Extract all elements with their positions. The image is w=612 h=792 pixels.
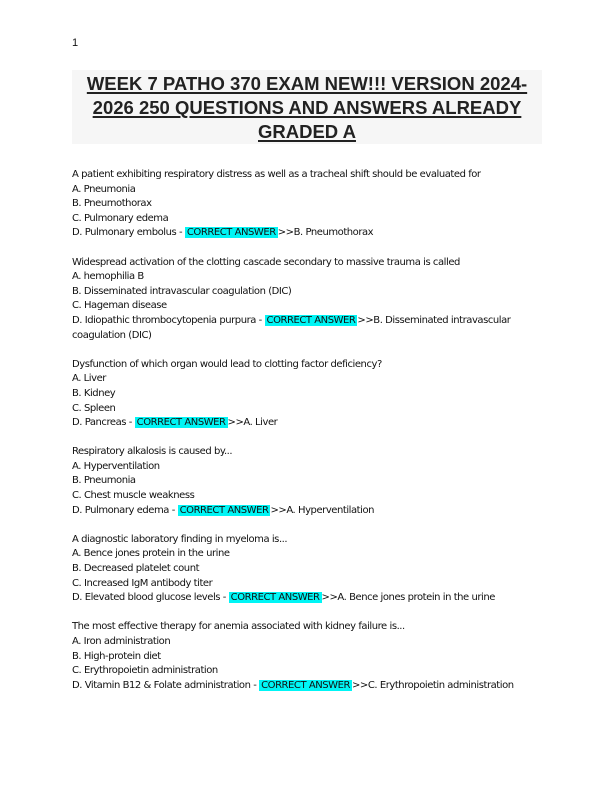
option-b: B. Pneumonia: [72, 475, 136, 487]
correct-answer-marker: CORRECT ANSWER: [266, 314, 356, 326]
correct-answer: >>A. Hyperventilation: [270, 504, 375, 516]
option-d-line: [72, 679, 542, 694]
option-d: D. Vitamin B12 & Folate administration -: [72, 679, 260, 691]
option-d: D. Elevated blood glucose levels -: [72, 592, 229, 604]
option-c: C. Pulmonary edema: [72, 212, 169, 224]
option-d-line: [72, 416, 542, 431]
option-d: D. Idiopathic thrombocytopenia purpura -: [72, 314, 265, 326]
option-d-line: [72, 504, 542, 519]
option-b: B. High-protein diet: [72, 650, 161, 662]
question-block: [72, 620, 542, 693]
question-prompt: A patient exhibiting respiratory distress as well as a tracheal shift should be evaluated for: [72, 169, 481, 180]
option-d: D. Pulmonary embolus -: [72, 227, 185, 239]
option-a: A. Hyperventilation: [72, 460, 160, 472]
option-b: B. Disseminated intravascular coagulation (DIC): [72, 285, 292, 297]
question-list: [72, 168, 542, 708]
correct-answer-marker: CORRECT ANSWER: [186, 227, 276, 239]
question-block: [72, 256, 542, 344]
option-a: A. Pneumonia: [72, 183, 136, 195]
correct-answer: >>A. Bence jones protein in the urine: [321, 592, 495, 604]
correct-answer-marker: CORRECT ANSWER: [230, 592, 320, 604]
option-a: A. hemophilia B: [72, 271, 144, 283]
question-block: [72, 358, 542, 431]
option-d-line: [72, 314, 542, 343]
option-c: C. Erythropoietin administration: [72, 665, 218, 677]
option-a: A. Bence jones protein in the urine: [72, 548, 230, 560]
page-number: 1: [72, 37, 79, 49]
correct-answer: >>B. Disseminated intravascular coagulation (DIC): [72, 314, 511, 341]
option-b: B. Kidney: [72, 387, 116, 399]
option-d: D. Pulmonary edema -: [72, 504, 178, 516]
option-d-line: [72, 591, 542, 606]
correct-answer-marker: CORRECT ANSWER: [136, 417, 226, 429]
correct-answer: >>A. Liver: [227, 417, 278, 429]
title-banner: [72, 70, 542, 144]
question-prompt: A diagnostic laboratory finding in myeloma is...: [72, 533, 288, 545]
option-a: A. Iron administration: [72, 636, 171, 647]
correct-answer: >>C. Erythropoietin administration: [351, 679, 514, 691]
correct-answer-marker: CORRECT ANSWER: [179, 504, 269, 516]
correct-answer: >>B. Pneumothorax: [277, 227, 374, 239]
option-b: B. Pneumothorax: [72, 198, 152, 210]
question-prompt: Dysfunction of which organ would lead to clotting factor deficiency?: [72, 358, 382, 370]
option-b: B. Decreased platelet count: [72, 563, 200, 575]
question-prompt: Respiratory alkalosis is caused by...: [72, 446, 233, 458]
option-d: D. Pancreas -: [72, 417, 135, 429]
option-d-line: [72, 226, 542, 241]
question-block: [72, 168, 542, 241]
option-c: C. Spleen: [72, 402, 116, 414]
document-title: WEEK 7 PATHO 370 EXAM NEW!!! VERSION 2024-2026 250 QUESTIONS AND ANSWERS ALREADY GRADED A: [86, 73, 528, 142]
option-c: C. Increased IgM antibody titer: [72, 577, 213, 589]
question-prompt: The most effective therapy for anemia associated with kidney failure is...: [72, 621, 405, 633]
option-a: A. Liver: [72, 373, 106, 385]
option-c: C. Chest muscle weakness: [72, 490, 195, 502]
correct-answer-marker: CORRECT ANSWER: [261, 679, 350, 691]
question-block: [72, 533, 542, 606]
question-prompt: Widespread activation of the clotting cascade secondary to massive trauma is called: [72, 256, 460, 268]
option-c: C. Hageman disease: [72, 300, 167, 312]
question-block: [72, 445, 542, 518]
